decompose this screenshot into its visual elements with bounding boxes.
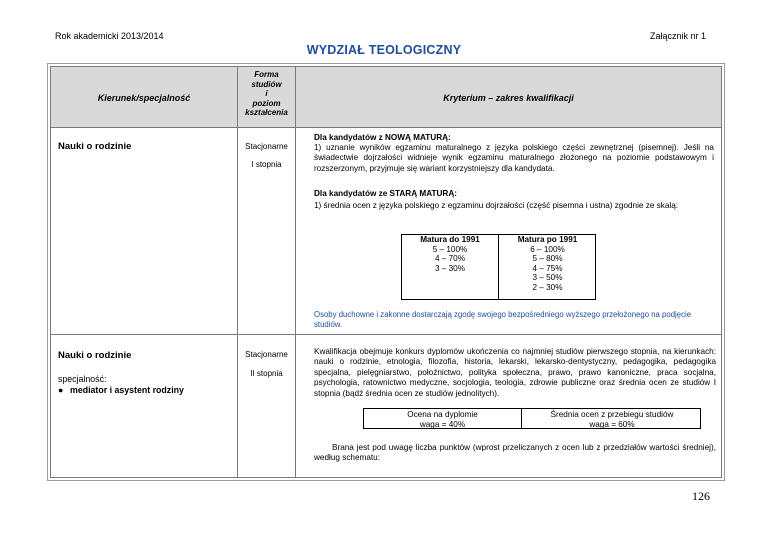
matura-after-1991-head: Matura po 1991 bbox=[517, 235, 578, 244]
row1-new-matura-title: Dla kandydatów z NOWĄ MATURĄ: bbox=[314, 133, 451, 142]
diploma-weight-label: Ocena na dyplomie bbox=[407, 410, 478, 419]
matura-after-1991 bbox=[499, 235, 596, 299]
column-divider-2 bbox=[295, 67, 296, 477]
row2-qualification-text: Kwalifikacja obejmuje konkurs dyplomów ukończenia co najmniej studiów pierwszego stopnia, na kierunkach: nauki o rodzinie, etnologia, filozofia, historia, lekarski, lekarsko-dentystyczny, pedagogika, pedagogika specjalna, pielęgniarstwo, położnictwo, polityka społeczna, prawo, prawo kanoniczne, praca socjalna, psychologia, ratownictwo medyczne, socjologia, teologia, zdrowie publiczne oraz średnia ocen ze studiów I stopnia (bądź średnia ocen ze studiów jednolitych). bbox=[314, 347, 716, 398]
matura-scale-table bbox=[401, 234, 596, 300]
row2-spec-item bbox=[58, 385, 184, 395]
page-number: 126 bbox=[692, 489, 710, 503]
matura-before-1991-item: 3 – 30% bbox=[434, 263, 466, 273]
matura-before-1991-item: 4 – 70% bbox=[434, 254, 466, 264]
row1-clergy-note: Osoby duchowne i zakonne dostarczają zgodę swojego bezpośredniego wyższego przełożonego na podjęcie studiów. bbox=[314, 310, 692, 329]
diploma-weight-value: waga = 40% bbox=[419, 419, 466, 429]
row1-new-matura-text: 1) uznanie wyników egzaminu maturalnego z języka polskiego części zewnętrznej (pisemnej). Jeśli na świadectwie dojrzałości widnieje wynik egzaminu maturalnego złożonego na poziomie podstawowym i rozszerzonym, przyjmuje się wariant korzystniejszy dla kandydata. bbox=[314, 143, 714, 173]
study-average-weight bbox=[522, 410, 702, 429]
row2-level: II stopnia bbox=[250, 369, 283, 378]
row1-level: I stopnia bbox=[251, 160, 282, 169]
bullet-icon: ● bbox=[58, 385, 64, 395]
row2-points-text: Brana jest pod uwagę liczba punktów (wprost przeliczanych z ocen lub z przedziałów wartości średniej), według schematu: bbox=[314, 443, 716, 463]
matura-after-1991-item: 6 – 100% bbox=[530, 244, 565, 254]
matura-before-1991-head: Matura do 1991 bbox=[420, 235, 480, 244]
row2-spec-label: specjalność: bbox=[58, 374, 107, 384]
row2-form: Stacjonarne bbox=[245, 350, 288, 359]
row1-old-matura-title: Dla kandydatów ze STARĄ MATURĄ: bbox=[314, 189, 457, 198]
row2-program: Nauki o rodzinie bbox=[58, 350, 132, 361]
row-divider bbox=[51, 334, 721, 335]
row1-program: Nauki o rodzinie bbox=[58, 141, 132, 152]
weights-table bbox=[363, 408, 701, 429]
attachment-label: Załącznik nr 1 bbox=[649, 31, 706, 41]
matura-before-1991-item: 5 – 100% bbox=[432, 244, 468, 254]
header-criteria: Kryterium – zakres kwalifikacji bbox=[443, 92, 574, 103]
row1-old-matura-text: 1) średnia ocen z języka polskiego z egzaminu dojrzałości (część pisemna i ustna) zgodnie ze skalą: bbox=[314, 201, 679, 210]
header-program: Kierunek/specjalność bbox=[97, 92, 191, 103]
matura-after-1991-item: 2 – 30% bbox=[532, 282, 563, 292]
matura-before-1991 bbox=[402, 235, 498, 299]
diploma-weight bbox=[364, 410, 521, 429]
faculty-title: WYDZIAŁ TEOLOGICZNY bbox=[306, 43, 462, 57]
academic-year: Rok akademicki 2013/2014 bbox=[55, 31, 164, 41]
study-average-weight-value: waga = 60% bbox=[589, 419, 635, 429]
row2-spec-item-text: mediator i asystent rodziny bbox=[70, 385, 184, 395]
column-divider-1 bbox=[237, 67, 238, 477]
study-average-weight-label: Średnia ocen z przebiegu studiów bbox=[550, 410, 674, 419]
row1-form: Stacjonarne bbox=[245, 142, 288, 151]
header-form: Forma studiów i poziom kształcenia bbox=[245, 70, 288, 117]
matura-after-1991-item: 4 – 75% bbox=[532, 263, 563, 273]
matura-after-1991-item: 5 – 80% bbox=[532, 254, 563, 264]
matura-after-1991-item: 3 – 50% bbox=[532, 273, 563, 283]
